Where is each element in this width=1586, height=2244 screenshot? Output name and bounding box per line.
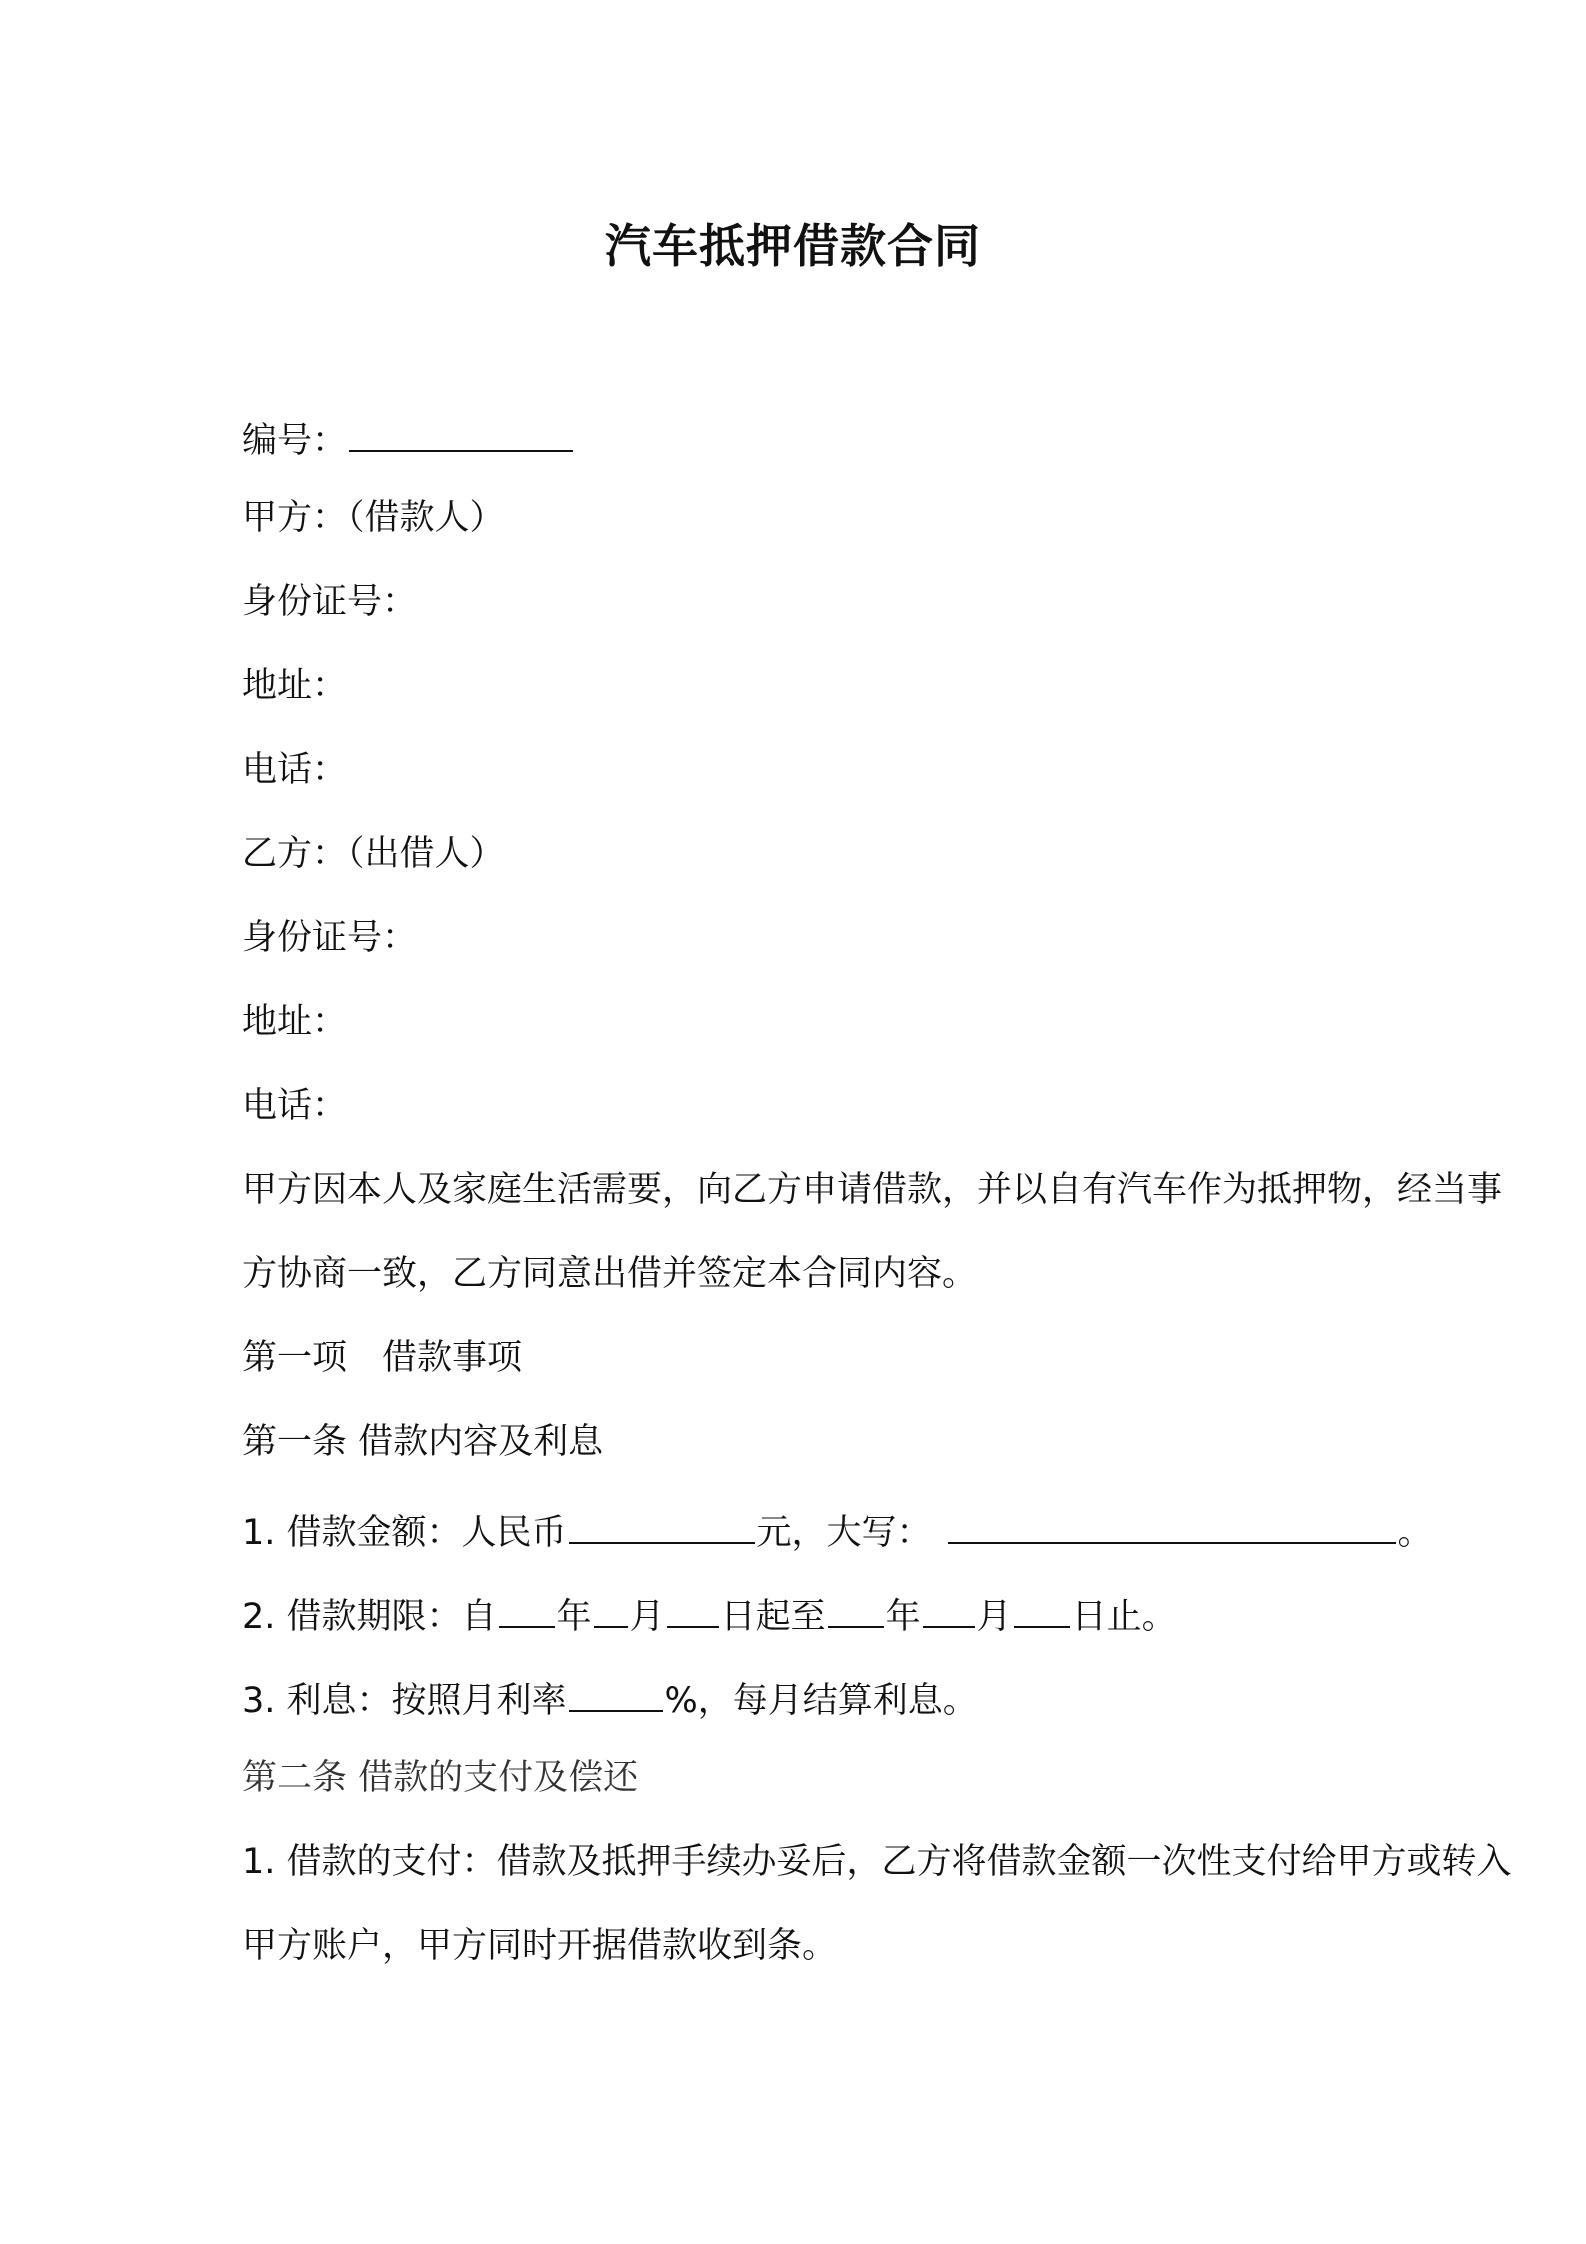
preamble-paragraph: 甲方因本人及家庭生活需要，向乙方申请借款，并以自有汽车作为抵押物，经当事方协商一致，乙方同意出借并签定本合同内容。 [242, 1170, 1503, 1294]
end-day-label: 日止。 [1071, 1597, 1177, 1637]
interest-settlement-text: %，每月结算利息。 [664, 1681, 978, 1721]
loan-amount-line [242, 1502, 1433, 1557]
article2-item1-paragraph: 1. 借款的支付：借款及抵押手续办妥后，乙方将借款金额一次性支付给甲方或转入甲方账户，甲方同时开据借款收到条。 [242, 1842, 1512, 1966]
party-b-address-label: 地址： [242, 1002, 348, 1042]
start-day-blank[interactable] [667, 1586, 719, 1628]
loan-term-line [242, 1586, 1177, 1641]
loan-amount-words-blank[interactable] [948, 1502, 1396, 1544]
end-year-blank[interactable] [828, 1586, 884, 1628]
end-day-blank[interactable] [1014, 1586, 1070, 1628]
start-month-blank[interactable] [594, 1586, 628, 1628]
loan-term-label: 2. 借款期限：自 [242, 1597, 497, 1637]
article2-heading: 第二条 借款的支付及偿还 [242, 1758, 639, 1798]
section1-heading: 第一项 借款事项 [242, 1338, 523, 1378]
interest-line [242, 1670, 978, 1725]
interest-label: 3. 利息：按照月利率 [242, 1681, 567, 1721]
start-year-label: 年 [556, 1597, 592, 1637]
loan-amount-label: 1. 借款金额：人民币 [242, 1513, 567, 1553]
loan-amount-blank[interactable] [569, 1502, 755, 1544]
party-b-id-label: 身份证号： [242, 918, 418, 958]
party-b-label: 乙方：（出借人） [242, 834, 505, 874]
page-title: 汽车抵押借款合同 [605, 219, 981, 273]
number-label: 编号： [242, 421, 348, 461]
number-blank[interactable] [349, 410, 573, 452]
start-month-label: 月 [629, 1597, 665, 1637]
party-b-phone-label: 电话： [242, 1086, 348, 1126]
start-year-blank[interactable] [499, 1586, 555, 1628]
start-day-label: 日起至 [720, 1597, 826, 1637]
party-a-label: 甲方：（借款人） [242, 498, 505, 538]
end-month-label: 月 [976, 1597, 1012, 1637]
number-field [242, 410, 575, 465]
party-a-phone-label: 电话： [242, 750, 348, 790]
end-month-blank[interactable] [923, 1586, 975, 1628]
loan-amount-end: 。 [1397, 1513, 1433, 1553]
party-a-address-label: 地址： [242, 666, 348, 706]
interest-rate-blank[interactable] [569, 1670, 663, 1712]
loan-amount-words-label: 元，大写： [756, 1513, 932, 1553]
article1-heading: 第一条 借款内容及利息 [242, 1422, 604, 1462]
party-a-id-label: 身份证号： [242, 582, 418, 622]
end-year-label: 年 [885, 1597, 921, 1637]
